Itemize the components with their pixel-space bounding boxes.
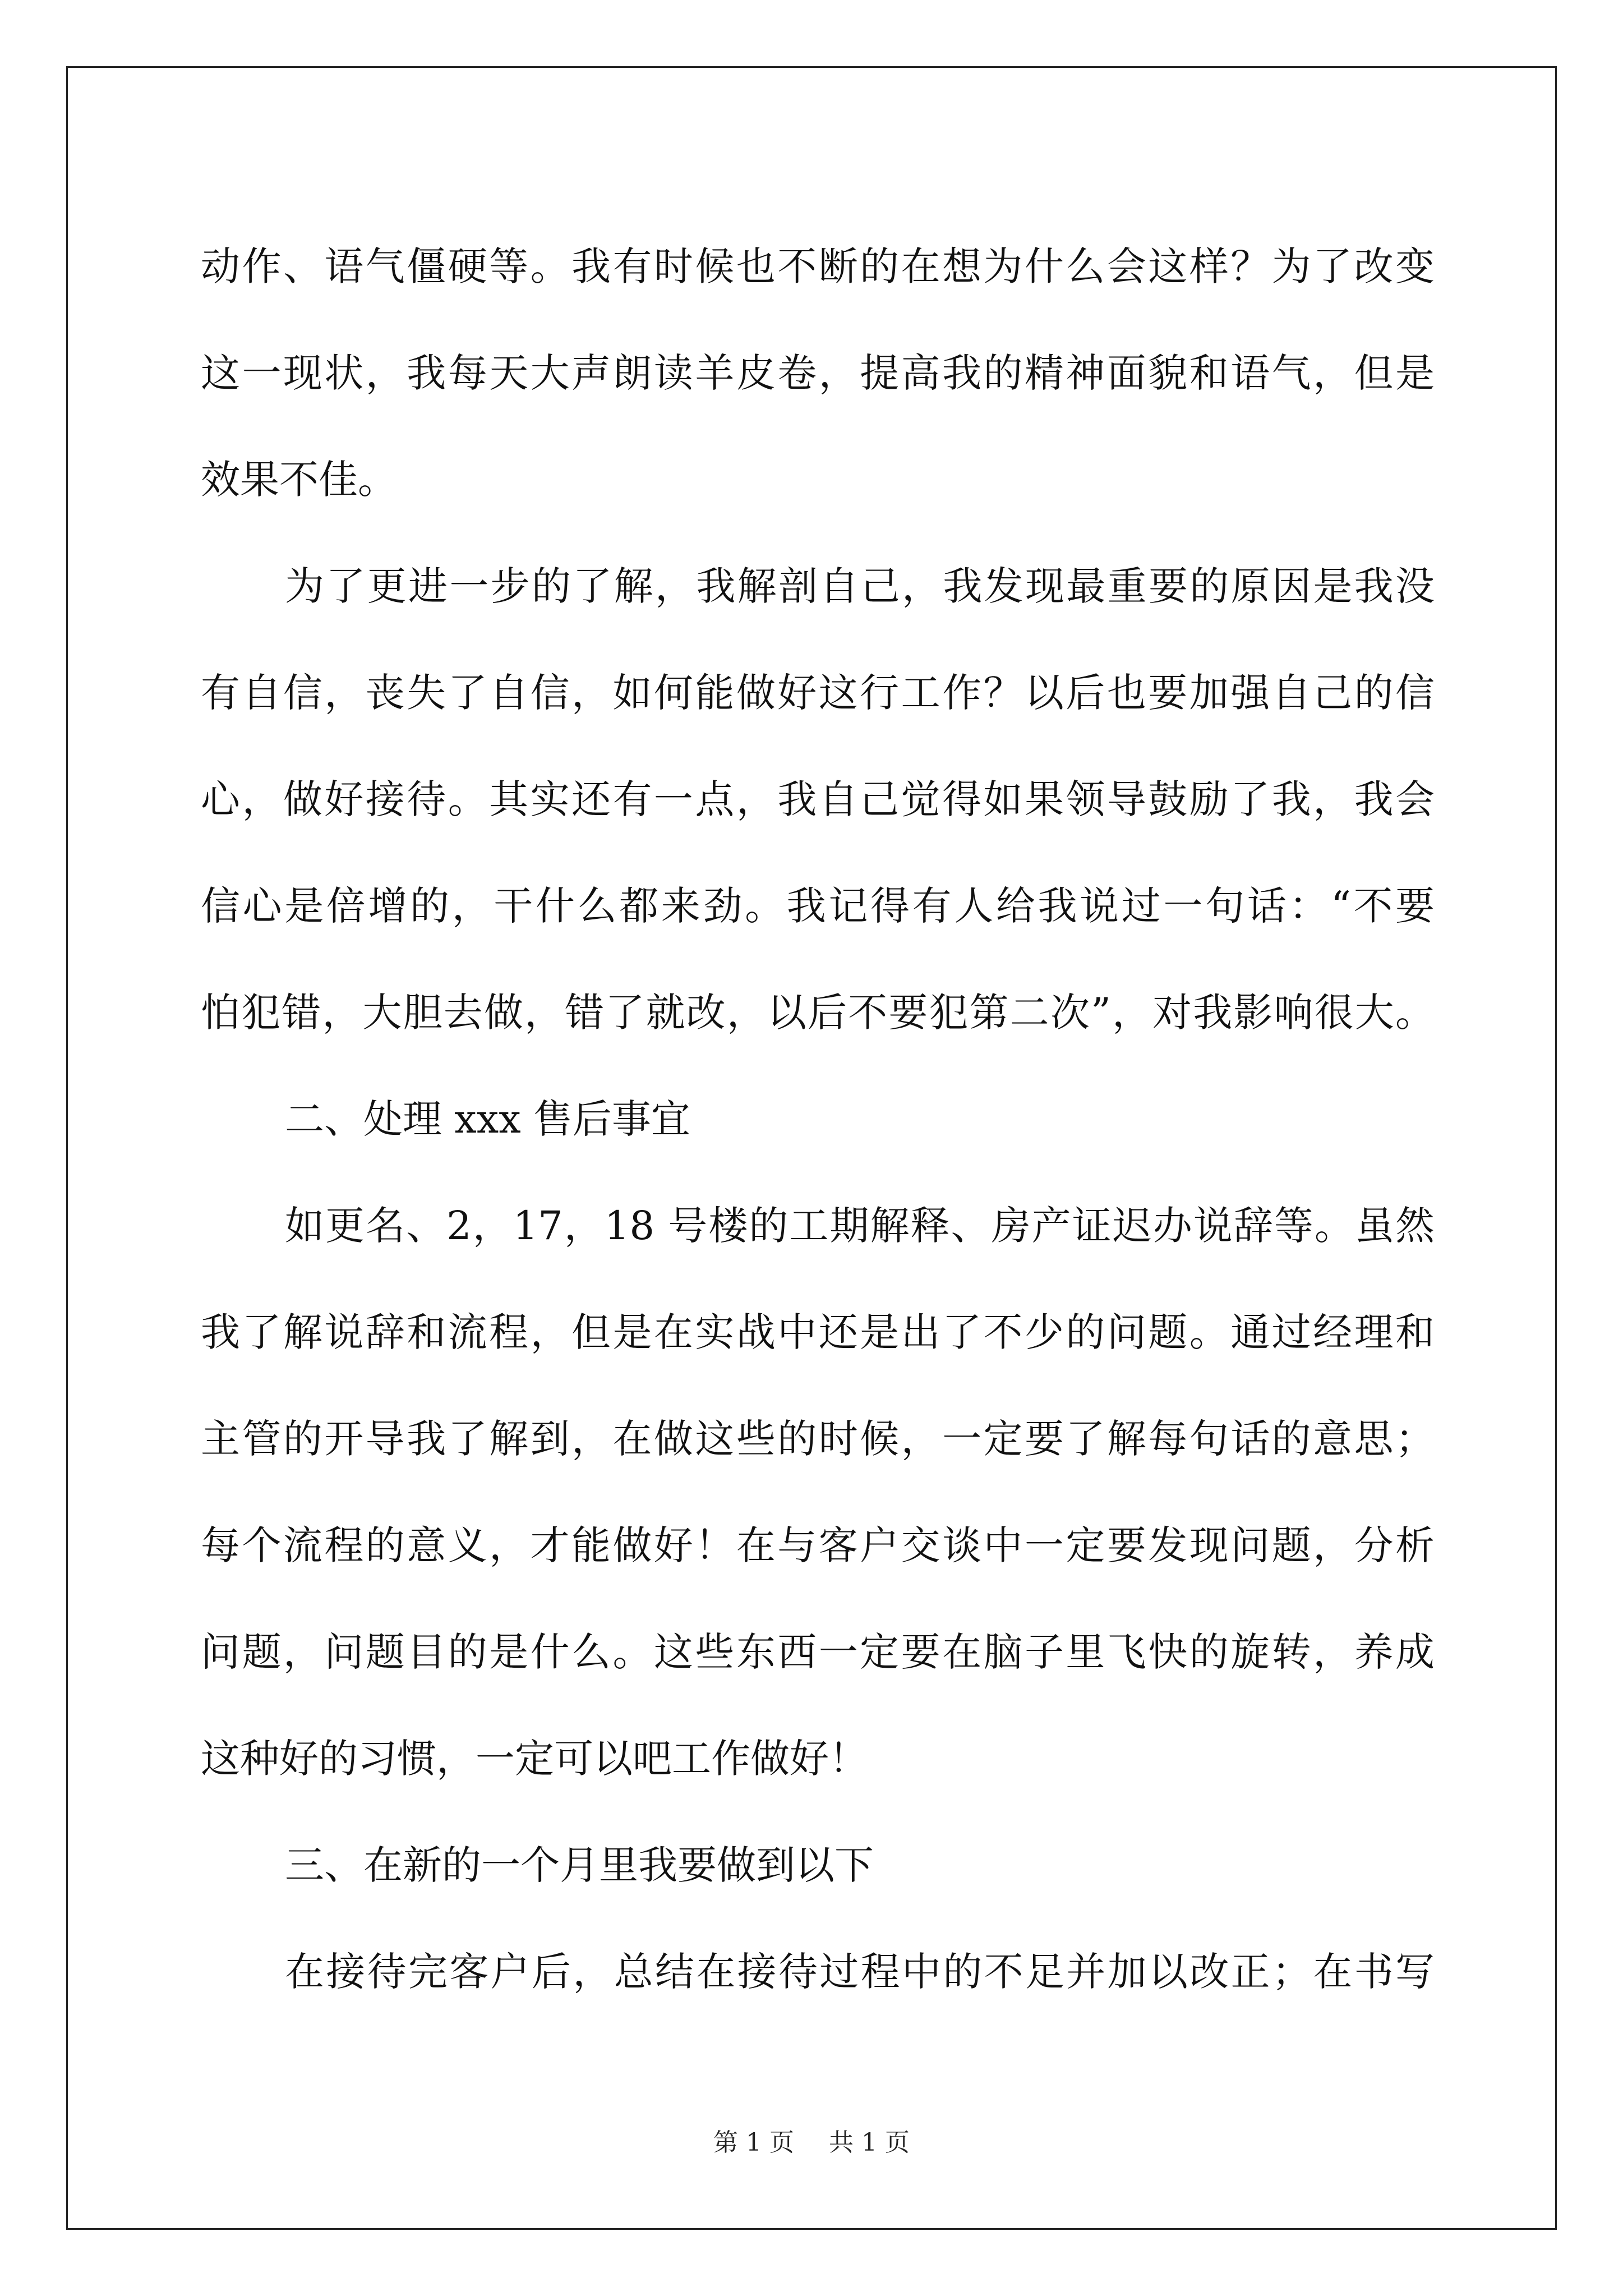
- page-footer: [0, 2126, 1623, 2160]
- text-line: 这一现状，我每天大声朗读羊皮卷，提高我的精神面貌和语气，但是: [201, 350, 1435, 396]
- text-line: 为了更进一步的了解，我解剖自己，我发现最重要的原因是我没: [285, 563, 1435, 609]
- text-line: 我了解说辞和流程，但是在实战中还是出了不少的问题。通过经理和: [201, 1309, 1435, 1355]
- page-number-current: 第 1 页: [713, 2128, 794, 2157]
- text-line: 效果不佳。: [201, 457, 397, 503]
- text-line: 主管的开导我了解到，在做这些的时候，一定要了解每句话的意思；: [201, 1416, 1435, 1462]
- text-line: 二、处理 xxx 售后事宜: [285, 1096, 690, 1142]
- text-line: 如更名、2，17，18 号楼的工期解释、房产证迟办说辞等。虽然: [285, 1203, 1435, 1249]
- text-line: 问题，问题目的是什么。这些东西一定要在脑子里飞快的旋转，养成: [201, 1629, 1435, 1675]
- text-line: 动作、语气僵硬等。我有时候也不断的在想为什么会这样？为了改变: [201, 243, 1435, 289]
- text-line: 怕犯错，大胆去做，错了就改，以后不要犯第二次”，对我影响很大。: [201, 990, 1435, 1036]
- text-line: 这种好的习惯，一定可以吧工作做好！: [201, 1736, 868, 1782]
- text-line: 心，做好接待。其实还有一点，我自己觉得如果领导鼓励了我，我会: [201, 776, 1435, 822]
- page-number-total: 共 1 页: [829, 2128, 910, 2157]
- text-line: 三、在新的一个月里我要做到以下: [285, 1842, 874, 1888]
- text-line: 每个流程的意义，才能做好！在与客户交谈中一定要发现问题，分析: [201, 1522, 1435, 1568]
- text-line: 有自信，丧失了自信，如何能做好这行工作？以后也要加强自己的信: [201, 670, 1435, 716]
- document-body: [201, 213, 1435, 2025]
- text-line: 信心是倍增的，干什么都来劲。我记得有人给我说过一句话：“不要: [201, 883, 1435, 929]
- text-line: 在接待完客户后，总结在接待过程中的不足并加以改正；在书写: [285, 1949, 1435, 1995]
